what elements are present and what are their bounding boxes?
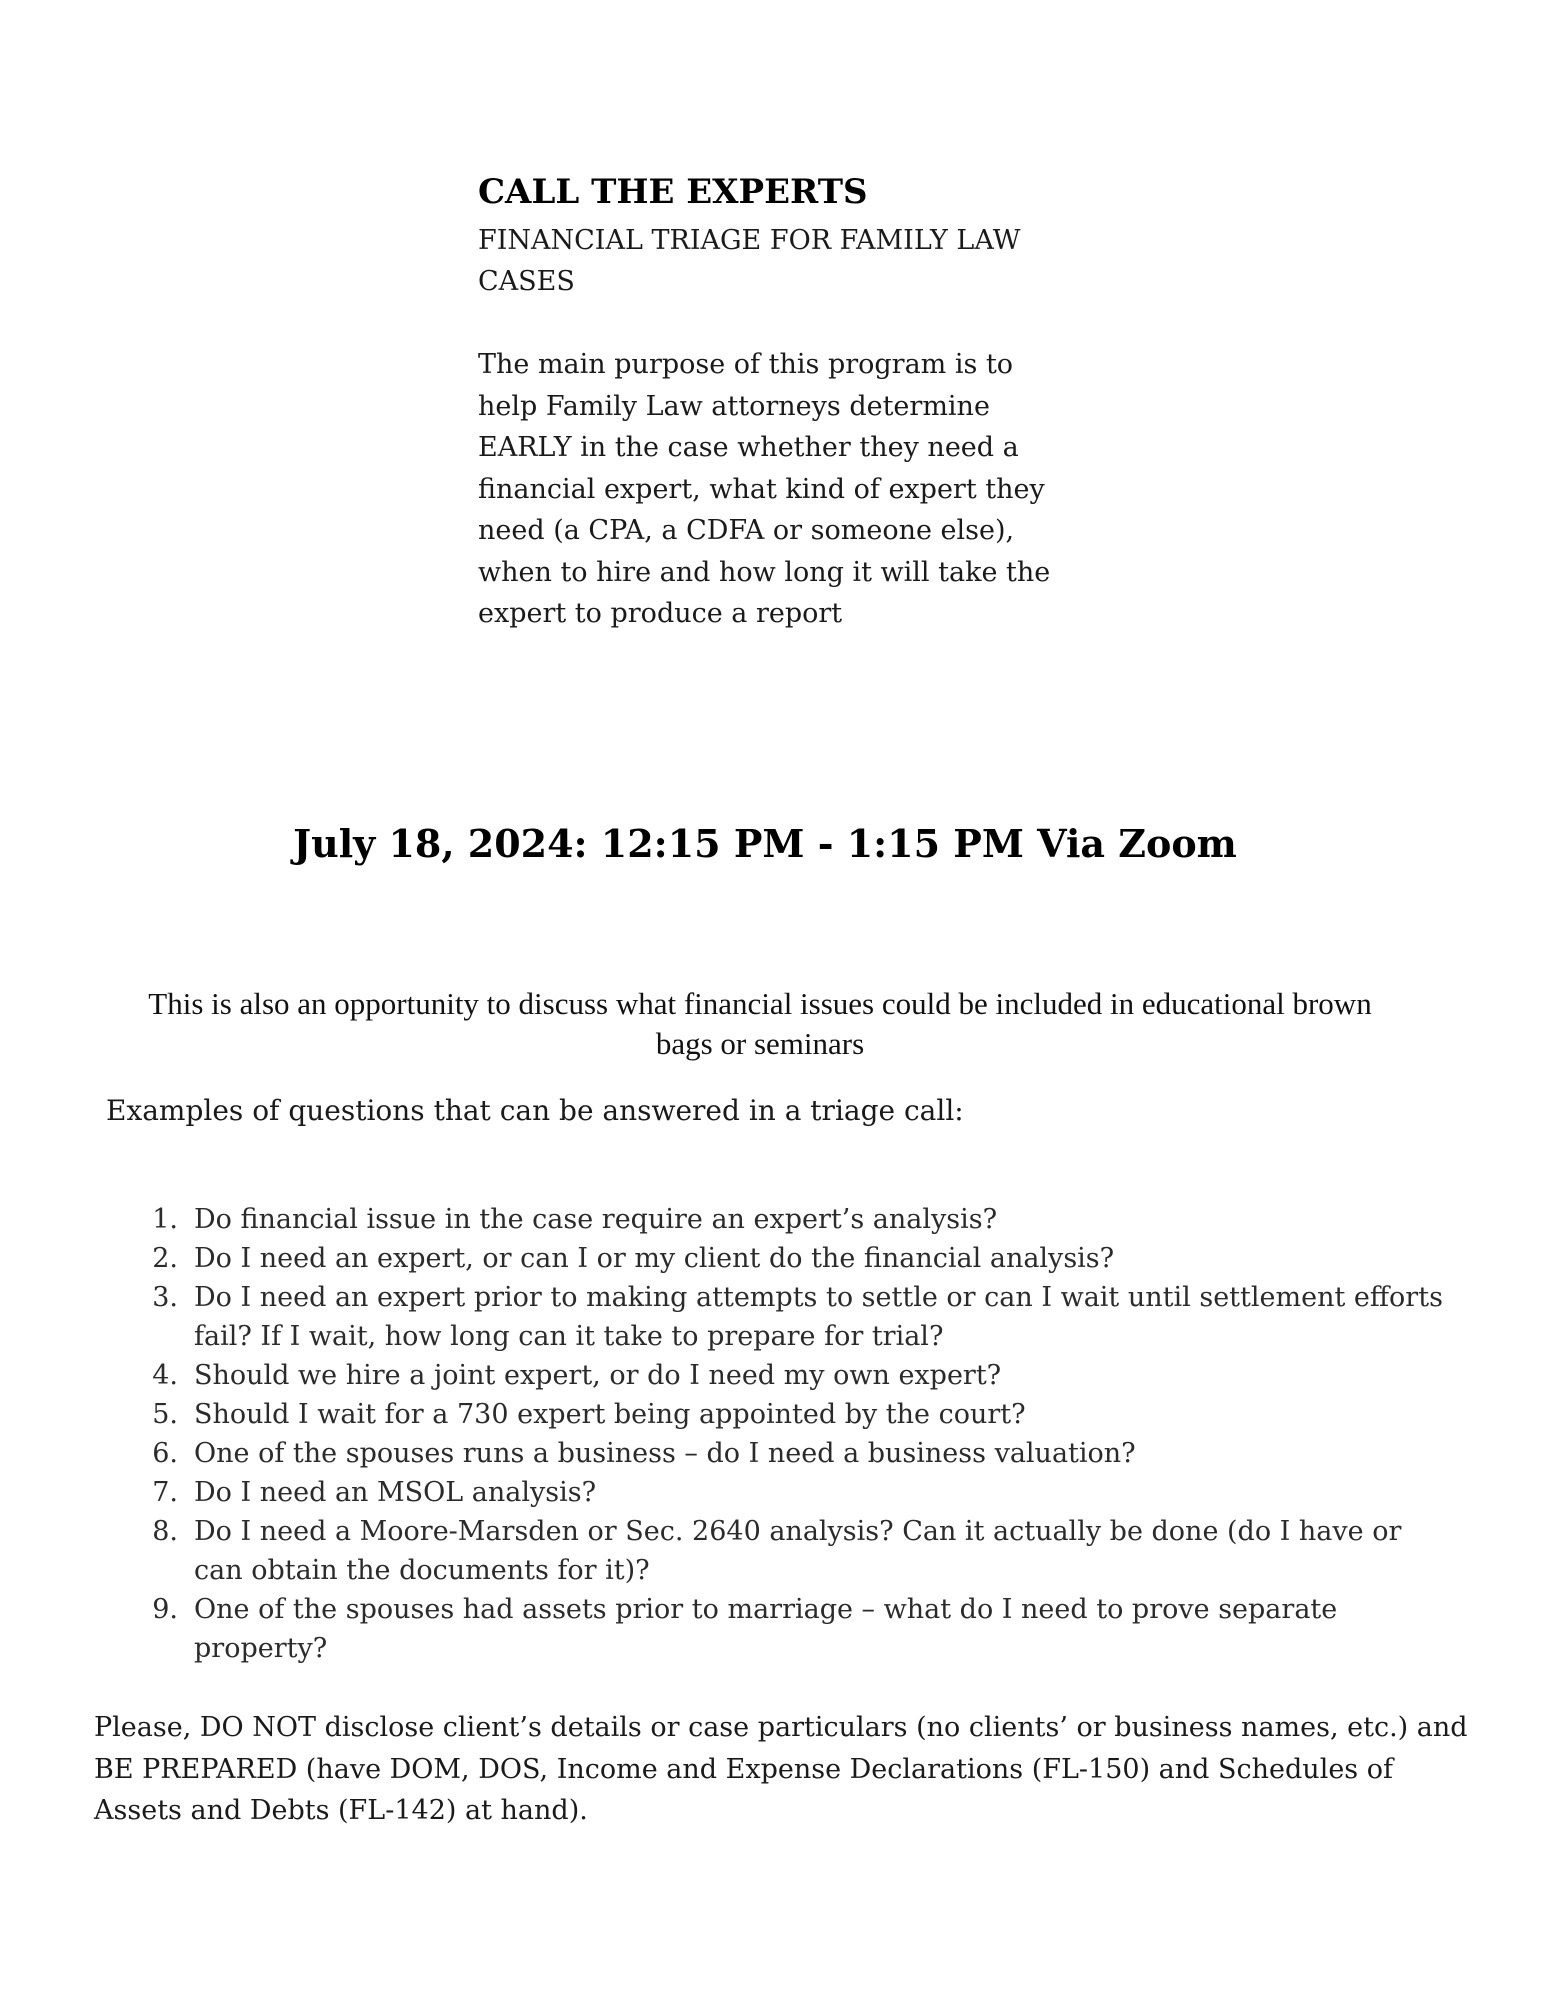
list-item-number: 7. (152, 1477, 178, 1508)
list-item-text: Do I need an expert, or can I or my client do the financial analysis? (194, 1243, 1115, 1274)
list-item-text: One of the spouses runs a business – do I need a business valuation? (194, 1438, 1136, 1469)
purpose-paragraph: The main purpose of this program is to help Family Law attorneys determine EARLY in the case whether they need a financial expert, what kind of expert they need (a CPA, a CDFA or someone else), when to hire and how long it will take the expert to produce a report (478, 349, 1051, 629)
list-item-number: 6. (152, 1438, 178, 1469)
list-item-text: Do I need a Moore-Marsden or Sec. 2640 analysis? Can it actually be done (do I have or can obtain the documents for it)? (194, 1516, 1402, 1586)
questions-list (138, 1200, 1458, 1668)
examples-heading: Examples of questions that can be answered in a triage call: (106, 1094, 964, 1127)
list-item-text: One of the spouses had assets prior to marriage – what do I need to prove separate property? (194, 1594, 1338, 1664)
list-item-number: 3. (152, 1282, 178, 1313)
list-item-text: Do I need an expert prior to making attempts to settle or can I wait until settlement efforts fail? If I wait, how long can it take to prepare for trial? (194, 1282, 1443, 1352)
page-title: CALL THE EXPERTS (478, 172, 868, 212)
list-item-number: 1. (152, 1204, 178, 1235)
notice-paragraph: Please, DO NOT disclose client’s details or case particulars (no clients’ or business names, etc.) and BE PREPARED (have DOM, DOS, Income and Expense Declarations (FL-150) and Schedules of Assets and Debts (FL-142) at hand). (94, 1712, 1468, 1826)
list-item (138, 1200, 1458, 1239)
list-item-number: 8. (152, 1516, 178, 1547)
list-item-number: 5. (152, 1399, 178, 1430)
list-item (138, 1278, 1458, 1356)
list-item-number: 2. (152, 1243, 178, 1274)
list-item (138, 1434, 1458, 1473)
title-block (478, 168, 1098, 635)
list-item (138, 1512, 1458, 1590)
list-item (138, 1395, 1458, 1434)
list-item-number: 4. (152, 1360, 178, 1391)
opportunity-text: This is also an opportunity to discuss what financial issues could be included in educational brown bags or seminars (148, 986, 1372, 1061)
list-item (138, 1239, 1458, 1278)
list-item-number: 9. (152, 1594, 178, 1625)
list-item (138, 1356, 1458, 1395)
list-item-text: Do I need an MSOL analysis? (194, 1477, 597, 1508)
list-item-text: Should we hire a joint expert, or do I need my own expert? (194, 1360, 1002, 1391)
page-subtitle: FINANCIAL TRIAGE FOR FAMILY LAW CASES (478, 225, 1021, 297)
list-item-text: Do financial issue in the case require an expert’s analysis? (194, 1204, 998, 1235)
list-item-text: Should I wait for a 730 expert being appointed by the court? (194, 1399, 1026, 1430)
event-datetime: July 18, 2024: 12:15 PM - 1:15 PM Via Zoom (293, 821, 1237, 866)
list-item (138, 1473, 1458, 1512)
list-item (138, 1590, 1458, 1668)
